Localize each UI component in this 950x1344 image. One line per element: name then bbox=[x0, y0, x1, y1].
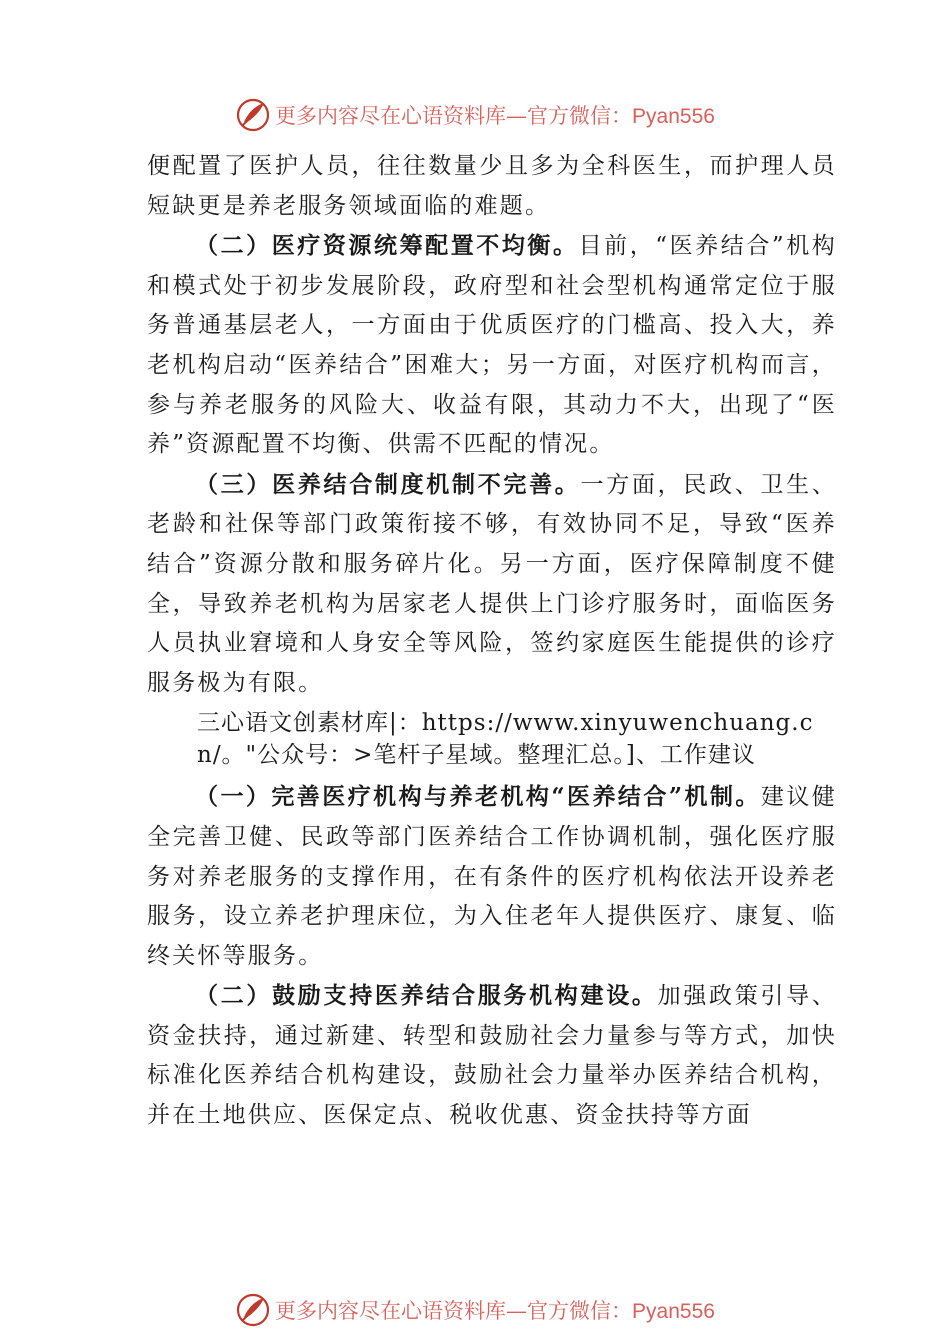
paragraph-institution-mechanism bbox=[147, 465, 837, 704]
paragraph-support-construction bbox=[147, 976, 837, 1135]
paragraph-heading: （三）医养结合制度机制不完善。 bbox=[195, 470, 581, 498]
paragraph-text: 建议健全完善卫健、民政等部门医养结合工作协调机制，强化医疗服务对养老服务的支撑作用，在有条件的医疗机构依法开设养老服务，设立养老护理床位，为入住老年人提供医疗、康复、临终关怀等服务。 bbox=[147, 784, 837, 969]
paragraph-continuation: 便配置了医护人员，往往数量少且多为全科医生，而护理人员短缺更是养老服务领域面临的难题。 bbox=[147, 153, 837, 219]
quill-pen-logo-icon bbox=[235, 97, 271, 133]
paragraph-heading: （二）鼓励支持医养结合服务机构建设。 bbox=[195, 982, 658, 1010]
paragraph-medical-resources bbox=[147, 226, 837, 465]
footer-banner bbox=[0, 1290, 950, 1330]
paragraph-text: 一方面，民政、卫生、老龄和社保等部门政策衔接不够，有效协同不足，导致“医养结合”资源分散和服务碎片化。另一方面，医疗保障制度不健全，导致养老机构为居家老人提供上门诊疗服务时，面临医务人员执业窘境和人身安全等风险，签约家庭医生能提供的诊疗服务极为有限。 bbox=[147, 471, 837, 696]
header-banner bbox=[0, 95, 950, 135]
footer-wechat-id: Pyan556 bbox=[632, 1300, 715, 1323]
header-wechat-id: Pyan556 bbox=[632, 105, 715, 128]
quill-pen-logo-icon bbox=[235, 1292, 271, 1328]
paragraph-heading: （一）完善医疗机构与养老机构“医养结合”机制。 bbox=[195, 783, 761, 811]
source-note: 三心语文创素材库|：https://www.xinyuwenchuang.cn/。"公众号：>笔杆子星域。整理汇总。]、工作建议 bbox=[197, 710, 814, 769]
footer-banner-text: 更多内容尽在心语资料库—官方微信：Pyan556 bbox=[275, 1299, 715, 1323]
paragraph-heading: （二）医疗资源统筹配置不均衡。 bbox=[195, 232, 579, 260]
paragraph-improve-mechanism bbox=[147, 777, 837, 976]
document-body bbox=[147, 147, 837, 1136]
header-banner-text: 更多内容尽在心语资料库—官方微信：Pyan556 bbox=[275, 104, 715, 128]
paragraph-text: 目前，“医养结合”机构和模式处于初步发展阶段，政府型和社会型机构通常定位于服务普通基层老人，一方面由于优质医疗的门槛高、投入大，养老机构启动“医养结合”困难大；另一方面，对医疗机构而言，参与养老服务的风险大、收益有限，其动力不大，出现了“医养”资源配置不均衡、供需不匹配的情况。 bbox=[147, 233, 838, 458]
paragraph-text: 加强政策引导、资金扶持，通过新建、转型和鼓励社会力量参与等方式，加快标准化医养结合机构建设，鼓励社会力量举办医养结合机构，并在土地供应、医保定点、税收优惠、资金扶持等方面 bbox=[147, 983, 837, 1129]
